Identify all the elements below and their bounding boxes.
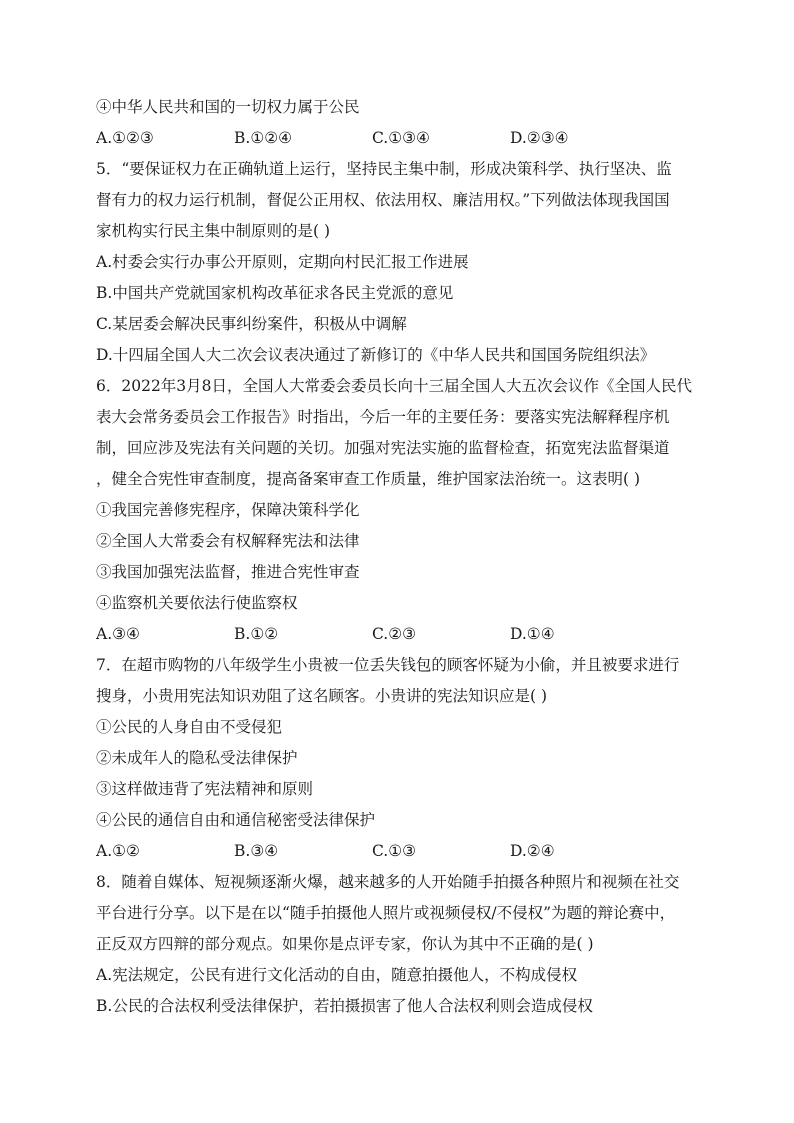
text-line: 8．随着自媒体、短视频逐渐火爆，越来越多的人开始随手拍摄各种照片和视频在社交 bbox=[96, 873, 680, 891]
answer-option: D.②③④ bbox=[510, 129, 569, 147]
text-line: ，健全合宪性审查制度，提高备案审查工作质量，维护国家法治统一。这表明( ) bbox=[96, 470, 641, 488]
answer-option: C.①③ bbox=[372, 842, 417, 860]
answer-options-row bbox=[96, 836, 716, 867]
text-line: ④监察机关要依法行使监察权 bbox=[96, 594, 298, 612]
answer-option: C.②③ bbox=[372, 625, 417, 643]
answer-option: B.③④ bbox=[234, 842, 279, 860]
text-line: ②未成年人的隐私受法律保护 bbox=[96, 749, 298, 767]
text-line: 平台进行分享。以下是在以“随手拍摄他人照片或视频侵权/不侵权”为题的辩论赛中， bbox=[96, 904, 676, 922]
answer-option: D.①④ bbox=[510, 625, 555, 643]
answer-option: A.①②③ bbox=[96, 129, 154, 147]
answer-options-row bbox=[96, 123, 716, 154]
answer-option: A.③④ bbox=[96, 625, 140, 643]
answer-option: A.①② bbox=[96, 842, 140, 860]
text-line: 家机构实行民主集中制原则的是( ) bbox=[96, 222, 331, 240]
text-line: 正反双方四辩的部分观点。如果你是点评专家，你认为其中不正确的是( ) bbox=[96, 935, 594, 953]
text-line: C.某居委会解决民事纠纷案件，积极从中调解 bbox=[96, 315, 407, 333]
text-line: ④中华人民共和国的一切权力属于公民 bbox=[96, 98, 360, 116]
text-line: B.公民的合法权利受法律保护，若拍摄损害了他人合法权利则会造成侵权 bbox=[96, 997, 593, 1015]
text-line: ③这样做违背了宪法精神和原则 bbox=[96, 780, 314, 798]
answer-option: B.①②④ bbox=[234, 129, 293, 147]
answer-option: C.①③④ bbox=[372, 129, 430, 147]
text-line: 表大会常务委员会工作报告》时指出，今后一年的主要任务：要落实宪法解释程序机 bbox=[96, 408, 670, 426]
text-line: ④公民的通信自由和通信秘密受法律保护 bbox=[96, 811, 376, 829]
text-line: 7．在超市购物的八年级学生小贵被一位丢失钱包的顾客怀疑为小偷，并且被要求进行 bbox=[96, 656, 680, 674]
answer-option: D.②④ bbox=[510, 842, 555, 860]
answer-options-row bbox=[96, 619, 716, 650]
text-line: A.村委会实行办事公开原则，定期向村民汇报工作进展 bbox=[96, 253, 469, 271]
answer-option: B.①② bbox=[234, 625, 279, 643]
question-content bbox=[96, 92, 716, 1022]
text-line: 5．“要保证权力在正确轨道上运行，坚持民主集中制，形成决策科学、执行坚决、监 bbox=[96, 160, 672, 178]
text-line: ①公民的人身自由不受侵犯 bbox=[96, 718, 283, 736]
text-line: ②全国人大常委会有权解释宪法和法律 bbox=[96, 532, 360, 550]
text-line: 6．2022年3月8日，全国人大常委会委员长向十三届全国人大五次会议作《全国人民代 bbox=[96, 377, 693, 395]
text-line: ①我国完善修宪程序，保障决策科学化 bbox=[96, 501, 360, 519]
text-line: D.十四届全国人大二次会议表决通过了新修订的《中华人民共和国国务院组织法》 bbox=[96, 346, 656, 364]
text-line: B.中国共产党就国家机构改革征求各民主党派的意见 bbox=[96, 284, 454, 302]
text-line: 搜身，小贵用宪法知识劝阻了这名顾客。小贵讲的宪法知识应是( ) bbox=[96, 687, 548, 705]
text-line: A.宪法规定，公民有进行文化活动的自由，随意拍摄他人，不构成侵权 bbox=[96, 966, 578, 984]
text-line: 督有力的权力运行机制，督促公正用权、依法用权、廉洁用权。”下列做法体现我国国 bbox=[96, 191, 670, 209]
text-line: 制，回应涉及宪法有关问题的关切。加强对宪法实施的监督检查，拓宽宪法监督渠道 bbox=[96, 439, 670, 457]
text-line: ③我国加强宪法监督，推进合宪性审查 bbox=[96, 563, 360, 581]
